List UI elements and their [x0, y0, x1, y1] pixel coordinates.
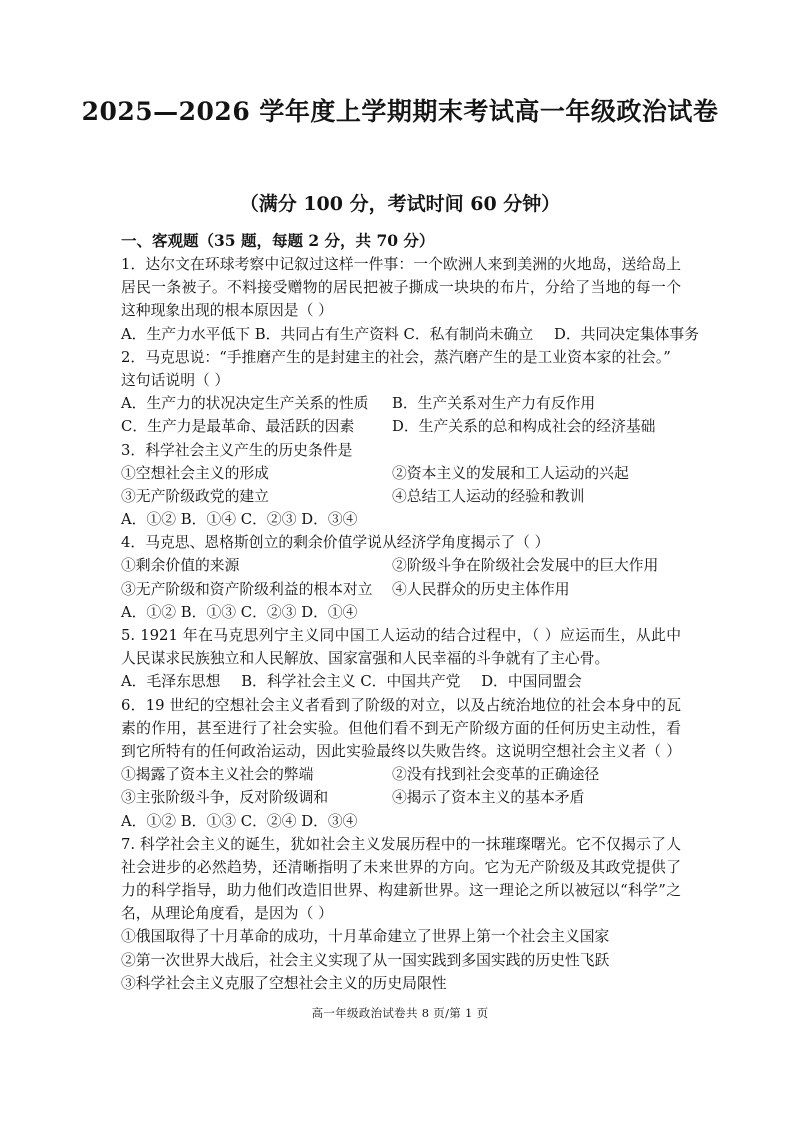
answer-options: [121, 810, 681, 833]
question-stem-line: 到它所特有的任何政治运动，因此实验最终以失败告终。这说明空想社会主义者（ ）: [121, 742, 681, 760]
question-stem-line: 这种现象出现的根本原因是（ ）: [121, 302, 333, 320]
option-d: D．中国同盟会: [481, 673, 582, 691]
answer-options: [121, 392, 681, 415]
question-stem-line: 力的科学指导，助力他们改造旧世界、构建新世界。这一理论之所以被冠以“科学”之: [121, 882, 681, 900]
option-c: C．生产力是最革命、最活跃的因素: [121, 418, 355, 436]
statement-item: ①揭露了资本主义社会的弊端: [121, 766, 314, 784]
question-3: [121, 439, 681, 532]
statement-items: [121, 763, 681, 786]
option-d: D．③④: [301, 511, 358, 529]
question-stem-line: 这句话说明（ ）: [121, 371, 230, 389]
statement-item: ③无产阶级和资产阶级利益的根本对立: [121, 580, 373, 598]
answer-options: [121, 508, 681, 531]
exam-title: 2025—2026 学年度上学期期末考试高一年级政治试卷: [81, 97, 719, 126]
option-c: C．②③: [240, 511, 297, 529]
question-stem-line: 3．科学社会主义产生的历史条件是: [121, 441, 353, 459]
question-stem-line: 居民一条被子。不料接受赠物的居民把被子撕成一块块的布片，分给了当地的每一个: [121, 279, 681, 297]
question-stem-line: 社会进步的必然趋势，还清晰指明了未来世界的方向。它为无产阶级及其政党提供了: [121, 858, 681, 876]
option-b: B．①③: [180, 812, 237, 830]
option-c: C．私有制尚未确立: [403, 325, 534, 343]
option-c: C．中国共产党: [360, 673, 461, 691]
option-a: A．生产力的状况决定生产关系的性质: [121, 395, 369, 413]
question-6: [121, 694, 681, 833]
question-2: [121, 346, 681, 439]
statement-item: ①空想社会主义的形成: [121, 464, 269, 482]
statement-item: ②阶级斗争在阶级社会发展中的巨大作用: [392, 557, 659, 575]
option-d: D．生产关系的总和构成社会的经济基础: [392, 418, 656, 436]
option-a: A．①②: [121, 603, 177, 621]
statement-item: ③主张阶级斗争，反对阶级调和: [121, 789, 329, 807]
section-heading: 一、客观题（35 题，每题 2 分，共 70 分）: [121, 231, 435, 250]
statement-item: ③科学社会主义克服了空想社会主义的历史局限性: [121, 974, 447, 992]
statement-item: ④揭示了资本主义的基本矛盾: [392, 789, 585, 807]
option-a: A．生产力水平低下: [121, 325, 251, 343]
question-stem-line: 人民谋求民族独立和人民解放、国家富强和人民幸福的斗争就有了主心骨。: [121, 650, 610, 668]
option-d: D．①④: [301, 603, 358, 621]
option-b: B．科学社会主义: [241, 673, 356, 691]
question-7: [121, 833, 681, 995]
option-c: C．②③: [240, 603, 297, 621]
option-d: D．共同决定集体事务: [553, 325, 700, 343]
question-5: [121, 624, 681, 694]
option-b: B．①④: [180, 511, 237, 529]
question-stem-line: 5. 1921 年在马克思列宁主义同中国工人运动的结合过程中，（ ）应运而生，从此中: [121, 627, 681, 644]
question-4: [121, 531, 681, 624]
question-stem-line: 1．达尔文在环球考察中记叙过这样一件事：一个欧洲人来到美洲的火地岛，送给岛上: [121, 256, 681, 273]
question-1: [121, 253, 700, 346]
answer-options: [121, 415, 681, 438]
statement-item: ①俄国取得了十月革命的成功，十月革命建立了世界上第一个社会主义国家: [121, 928, 610, 946]
statement-items: [121, 554, 681, 577]
option-c: C．②④: [240, 812, 297, 830]
question-stem-line: 7. 科学社会主义的诞生，犹如社会主义发展历程中的一抹璀璨曙光。它不仅揭示了人: [121, 835, 681, 853]
question-stem-line: 名，从理论角度看，是因为（ ）: [121, 905, 333, 923]
option-b: B．生产关系对生产力有反作用: [392, 395, 596, 413]
answer-options: [121, 601, 681, 624]
statement-item: ③无产阶级政党的建立: [121, 487, 269, 505]
statement-items: [121, 786, 681, 809]
question-stem-line: 素的作用，甚至进行了社会实验。但他们看不到无产阶级方面的任何历史主动性，看: [121, 719, 681, 737]
question-stem-line: 4．马克思、恩格斯创立的剩余价值学说从经济学角度揭示了（ ）: [121, 534, 550, 552]
option-b: B．共同占有生产资料: [254, 325, 399, 343]
answer-options: [121, 670, 681, 693]
statement-item: ④人民群众的历史主体作用: [392, 580, 570, 598]
statement-items: [121, 462, 681, 485]
option-a: A．毛泽东思想: [121, 673, 221, 691]
statement-item: ①剩余价值的来源: [121, 557, 240, 575]
statement-items: [121, 578, 681, 601]
option-a: A．①②: [121, 511, 177, 529]
exam-subtitle: （满分 100 分，考试时间 60 分钟）: [239, 193, 561, 215]
question-list: [121, 253, 700, 995]
statement-item: ②资本主义的发展和工人运动的兴起: [392, 464, 629, 482]
statement-item: ②第一次世界大战后，社会主义实现了从一国实践到多国实践的历史性飞跃: [121, 951, 610, 969]
answer-options: [121, 323, 700, 346]
question-stem-line: 2．马克思说：“手推磨产生的是封建主的社会，蒸汽磨产生的是工业资本家的社会。”: [121, 348, 671, 366]
option-a: A．①②: [121, 812, 177, 830]
page-footer: 高一年级政治试卷共 8 页/第 1 页: [311, 1006, 489, 1020]
option-d: D．③④: [301, 812, 358, 830]
question-stem-line: 6．19 世纪的空想社会主义者看到了阶级的对立，以及占统治地位的社会本身中的瓦: [121, 696, 681, 714]
statement-items: [121, 485, 681, 508]
statement-item: ②没有找到社会变革的正确途径: [392, 766, 600, 784]
statement-item: ④总结工人运动的经验和教训: [392, 487, 585, 505]
option-b: B．①③: [180, 603, 237, 621]
